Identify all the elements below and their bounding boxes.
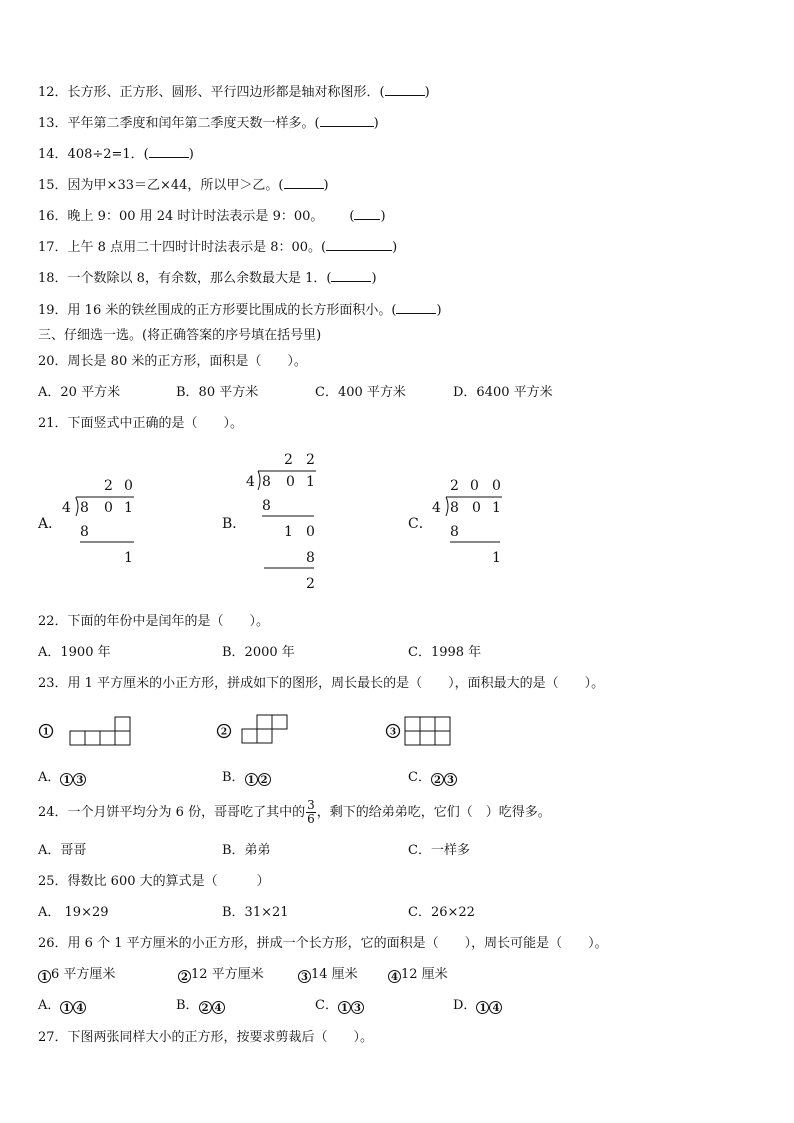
circled-number-icon: 4 bbox=[489, 1001, 502, 1014]
option-a[interactable]: A． 1 4 bbox=[38, 998, 86, 1014]
option-c[interactable]: C．400 平方米 bbox=[315, 385, 406, 400]
answer-blank[interactable] bbox=[320, 115, 374, 127]
division-digit: 1 bbox=[124, 550, 133, 566]
division-digit: 8 bbox=[450, 500, 459, 516]
division-digit: 8 bbox=[450, 524, 459, 540]
question-13: 13．平年第二季度和闰年第二季度天数一样多。( ) bbox=[38, 116, 379, 131]
answer-blank[interactable] bbox=[326, 239, 392, 251]
figure-2 bbox=[242, 715, 287, 743]
question-12: 12．长方形、正方形、圆形、平行四边形都是轴对称图形．( ) bbox=[38, 85, 430, 100]
circled-number-icon: 2 bbox=[258, 773, 271, 786]
division-digit: 0 bbox=[472, 500, 481, 516]
question-26: 26．用 6 个 1 平方厘米的小正方形，拼成一个长方形，它的面积是（ ），周长可能是（ ）。 bbox=[38, 936, 608, 951]
question-21: 21．下面竖式中正确的是（ ）。 bbox=[38, 416, 244, 431]
option-c-label[interactable]: C． bbox=[408, 516, 433, 532]
circled-number-icon: 3 bbox=[351, 1001, 364, 1014]
division-digit: 0 bbox=[470, 478, 479, 494]
option-a-label[interactable]: A． bbox=[38, 516, 63, 532]
svg-text:3: 3 bbox=[389, 727, 397, 738]
division-digit: 2 bbox=[306, 576, 315, 592]
division-digit: 0 bbox=[104, 500, 113, 516]
division-digit: 0 bbox=[286, 474, 295, 490]
figure-3 bbox=[405, 717, 450, 745]
choice-item: 1 6 平方厘米 bbox=[38, 967, 115, 983]
question-23: 23．用 1 平方厘米的小正方形，拼成如下的图形，周长最长的是（ ），面积最大的是（ ）。 bbox=[38, 676, 605, 691]
division-digit: 8 bbox=[262, 474, 271, 490]
answer-blank[interactable] bbox=[396, 302, 436, 314]
option-b[interactable]: B．弟弟 bbox=[222, 843, 271, 858]
choice-item: 3 14 厘米 bbox=[298, 967, 358, 983]
option-b[interactable]: B． 1 2 bbox=[222, 770, 271, 786]
division-digit: 4 bbox=[432, 500, 441, 516]
choice-item: 2 12 平方厘米 bbox=[178, 967, 264, 983]
division-digit: 8 bbox=[262, 498, 271, 514]
circled-number-icon: 4 bbox=[388, 970, 401, 983]
division-digit: 1 bbox=[492, 500, 501, 516]
option-a[interactable]: A． 19×29 bbox=[38, 905, 109, 920]
section-heading: 三、仔细选一选。(将正确答案的序号填在括号里) bbox=[38, 328, 322, 343]
division-digit: 8 bbox=[306, 550, 315, 566]
option-b[interactable]: B． 2 4 bbox=[176, 998, 225, 1014]
division-digit: 0 bbox=[124, 478, 133, 494]
question-24: 24．一个月饼平均分为 6 份，哥哥吃了其中的 $\frac{3}{6}$ ，剩下的给弟弟吃，它们（ ）吃得多。 bbox=[38, 798, 551, 826]
circled-number-icon: 1 bbox=[60, 1001, 73, 1014]
option-a[interactable]: A． 1 3 bbox=[38, 770, 86, 786]
question-15: 15．因为甲×33＝乙×44，所以甲＞乙。( ) bbox=[38, 178, 329, 193]
division-digit: 1 bbox=[284, 524, 293, 540]
choice-item: 4 12 厘米 bbox=[388, 967, 448, 983]
circled-number-icon: 1 bbox=[38, 970, 51, 983]
division-digit: 8 bbox=[80, 500, 89, 516]
division-digit: 4 bbox=[246, 474, 255, 490]
question-25: 25．得数比 600 大的算式是（ ） bbox=[38, 874, 270, 889]
question-16: 16．晚上 9：00 用 24 时计时法表示是 9：00。 ( ) bbox=[38, 209, 386, 224]
circled-number-icon: 3 bbox=[298, 970, 311, 983]
question-19: 19．用 16 米的铁丝围成的正方形要比围成的长方形面积小。( ) bbox=[38, 303, 442, 318]
circled-number-icon: 4 bbox=[73, 1001, 86, 1014]
option-a[interactable]: A．哥哥 bbox=[38, 843, 87, 858]
answer-blank[interactable] bbox=[385, 84, 425, 96]
option-b[interactable]: B．2000 年 bbox=[222, 645, 295, 660]
circled-number-icon: 3 bbox=[444, 773, 457, 786]
circled-number-icon: 1 bbox=[245, 773, 258, 786]
question-18: 18．一个数除以 8，有余数，那么余数最大是 1．( ) bbox=[38, 271, 377, 286]
question-14: 14．408÷2=1．( ) bbox=[38, 147, 194, 162]
question-20: 20．周长是 80 米的正方形，面积是（ ）。 bbox=[38, 354, 307, 369]
answer-blank[interactable] bbox=[354, 208, 380, 220]
option-c[interactable]: C． 1 3 bbox=[315, 998, 364, 1014]
option-c[interactable]: C．一样多 bbox=[408, 843, 470, 858]
option-c[interactable]: C．1998 年 bbox=[408, 645, 482, 660]
option-d[interactable]: D．6400 平方米 bbox=[453, 385, 553, 400]
division-digit: 4 bbox=[62, 500, 71, 516]
circled-number-icon: 4 bbox=[212, 1001, 225, 1014]
division-digit: 2 bbox=[450, 478, 459, 494]
answer-blank[interactable] bbox=[284, 177, 324, 189]
question-27: 27．下图两张同样大小的正方形，按要求剪裁后（ ）。 bbox=[38, 1030, 374, 1045]
circled-number-icon: 1 bbox=[60, 773, 73, 786]
division-digit: 1 bbox=[124, 500, 133, 516]
circled-number-icon: 3 bbox=[73, 773, 86, 786]
svg-text:1: 1 bbox=[42, 727, 50, 738]
division-digit: 1 bbox=[306, 474, 315, 490]
division-digit: 0 bbox=[492, 478, 501, 494]
option-b[interactable]: B．80 平方米 bbox=[176, 385, 259, 400]
circled-number-icon: 1 bbox=[476, 1001, 489, 1014]
option-c[interactable]: C． 2 3 bbox=[408, 770, 457, 786]
figure-1 bbox=[70, 717, 130, 745]
question-22: 22．下面的年份中是闰年的是（ ）。 bbox=[38, 614, 270, 629]
fraction: $\frac{3}{6}$ bbox=[307, 798, 315, 826]
circled-number-icon: 2 bbox=[178, 970, 191, 983]
option-a[interactable]: A．1900 年 bbox=[38, 645, 111, 660]
division-digit: 2 bbox=[306, 452, 315, 468]
answer-blank[interactable] bbox=[149, 146, 189, 158]
option-b[interactable]: B．31×21 bbox=[222, 905, 289, 920]
circled-number-icon: 1 bbox=[338, 1001, 351, 1014]
circled-number-icon: 2 bbox=[431, 773, 444, 786]
division-digit: 2 bbox=[284, 452, 293, 468]
svg-text:2: 2 bbox=[220, 727, 228, 738]
long-division-figures bbox=[0, 440, 794, 600]
division-digit: 2 bbox=[104, 478, 113, 494]
division-digit: 0 bbox=[306, 524, 315, 540]
option-c[interactable]: C．26×22 bbox=[408, 905, 475, 920]
option-b-label[interactable]: B． bbox=[222, 516, 247, 532]
option-a[interactable]: A．20 平方米 bbox=[38, 385, 121, 400]
square-figures bbox=[0, 708, 794, 750]
division-digit: 1 bbox=[492, 550, 501, 566]
answer-blank[interactable] bbox=[331, 270, 371, 282]
circled-number-icon: 2 bbox=[199, 1001, 212, 1014]
option-d[interactable]: D． 1 4 bbox=[453, 998, 502, 1014]
question-17: 17．上午 8 点用二十四时计时法表示是 8：00。( ) bbox=[38, 240, 398, 255]
division-digit: 8 bbox=[80, 524, 89, 540]
